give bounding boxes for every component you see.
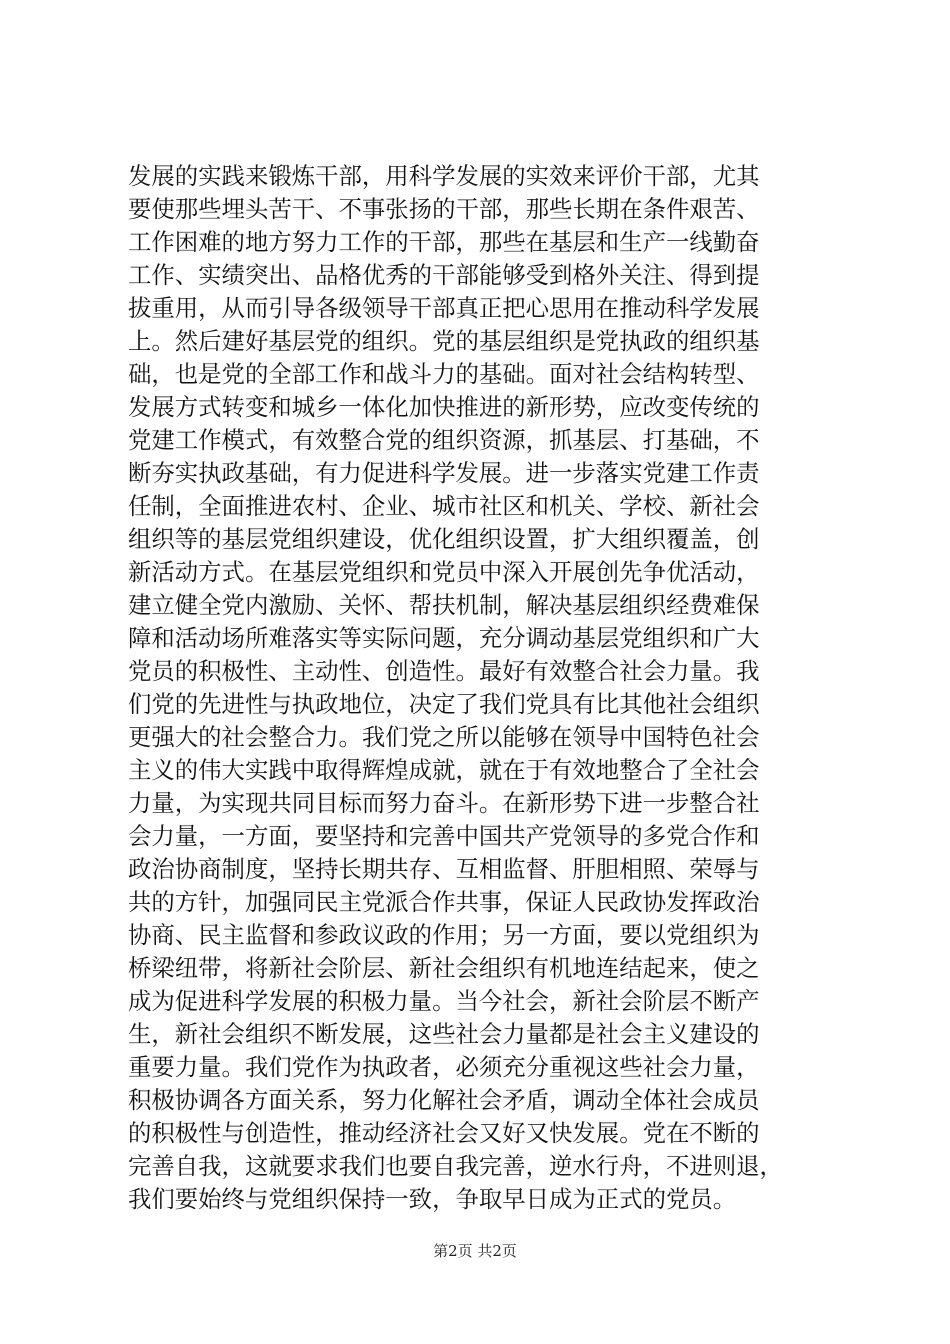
text-line: 力量，为实现共同目标而努力奋斗。在新形势下进一步整合社 [128,789,760,817]
text-line: 拔重用，从而引导各级领导干部真正把心思用在推动科学发展 [128,294,760,322]
text-line: 要使那些埋头苦干、不事张扬的干部，那些长期在条件艰苦、 [128,195,760,223]
page-footer: 第2页 共2页 [433,1242,517,1260]
text-line: 新活动方式。在基层党组织和党员中深入开展创先争优活动， [128,558,760,586]
text-line: 发展方式转变和城乡一体化加快推进的新形势，应改变传统的 [128,393,760,421]
body-text [128,160,832,1216]
text-line: 任制，全面推进农村、企业、城市社区和机关、学校、新社会 [128,492,760,520]
text-line: 建立健全党内激励、关怀、帮扶机制，解决基层组织经费难保 [128,591,760,619]
text-line: 重要力量。我们党作为执政者，必须充分重视这些社会力量， [128,1053,760,1081]
text-line: 积极协调各方面关系，努力化解社会矛盾，调动全体社会成员 [128,1086,760,1114]
text-line: 党员的积极性、主动性、创造性。最好有效整合社会力量。我 [128,657,760,685]
text-line: 党建工作模式，有效整合党的组织资源，抓基层、打基础，不 [128,426,760,454]
text-line: 的积极性与创造性，推动经济社会又好又快发展。党在不断的 [128,1119,760,1147]
text-line: 断夯实执政基础，有力促进科学发展。进一步落实党建工作责 [128,459,760,487]
text-line: 协商、民主监督和参政议政的作用；另一方面，要以党组织为 [128,921,760,949]
text-line: 会力量，一方面，要坚持和完善中国共产党领导的多党合作和 [128,822,760,850]
text-line: 发展的实践来锻炼干部，用科学发展的实效来评价干部，尤其 [128,162,760,190]
text-line: 我们要始终与党组织保持一致，争取早日成为正式的党员。 [128,1185,737,1213]
text-line: 工作、实绩突出、品格优秀的干部能够受到格外关注、得到提 [128,261,760,289]
text-line: 上。然后建好基层党的组织。党的基层组织是党执政的组织基 [128,327,760,355]
text-line: 工作困难的地方努力工作的干部，那些在基层和生产一线勤奋 [128,228,760,256]
text-line: 共的方针，加强同民主党派合作共事，保证人民政协发挥政治 [128,888,760,916]
text-line: 更强大的社会整合力。我们党之所以能够在领导中国特色社会 [128,723,760,751]
text-line: 们党的先进性与执政地位，决定了我们党具有比其他社会组织 [128,690,760,718]
text-line: 组织等的基层党组织建设，优化组织设置，扩大组织覆盖，创 [128,525,760,553]
text-line: 础，也是党的全部工作和战斗力的基础。面对社会结构转型、 [128,360,760,388]
text-line: 障和活动场所难落实等实际问题，充分调动基层党组织和广大 [128,624,760,652]
text-line: 主义的伟大实践中取得辉煌成就，就在于有效地整合了全社会 [128,756,760,784]
text-line: 成为促进科学发展的积极力量。当今社会，新社会阶层不断产 [128,987,760,1015]
text-line: 生，新社会组织不断发展，这些社会力量都是社会主义建设的 [128,1020,760,1048]
text-line: 完善自我，这就要求我们也要自我完善，逆水行舟，不进则退， [128,1152,783,1180]
text-line: 政治协商制度，坚持长期共存、互相监督、肝胆相照、荣辱与 [128,855,760,883]
text-line: 桥梁纽带，将新社会阶层、新社会组织有机地连结起来，使之 [128,954,760,982]
